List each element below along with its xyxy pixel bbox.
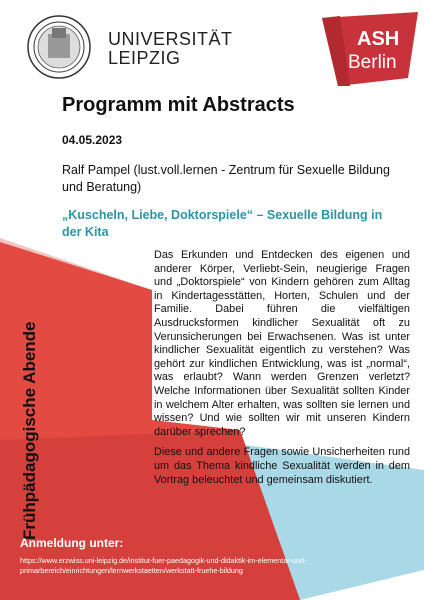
abstract-paragraph-1: Das Erkunden und Entdecken des eigenen und anderer Körper, Verliebt-Sein, neugierige Fragen und „Doktorspiele“ von Kindern gehören zum Alltag in Kindertagesstätten, Horten, Schulen und der Familie. Dabei führen die vielfältigen Ausdrucksformen kindlicher Sexualität oft zu Verunsicherungen bei Erwachsenen. Was ist unter kindlicher Sexualität eigentlich zu verstehen? Was gehört zur kindlichen Entwicklung, was ist „normal“, was erlaubt? Wann werden Grenzen verletzt? Welche Informationen über Sexualität sollten Kinder in welchem Alter erhalten, was sollten sie lernen und wissen? Und wie sollten wir mit unseren Kindern darüber sprechen? xyxy=(154,249,410,438)
talk-title: „Kuscheln, Liebe, Doktorspiele“ – Sexuelle Bildung in der Kita xyxy=(62,208,383,239)
university-name xyxy=(108,30,233,68)
page-title: Programm mit Abstracts xyxy=(62,94,295,116)
registration-url[interactable]: https://www.erzwiss.uni-leipzig.de/institut-fuer-paedagogik-und-didaktik-im-elementar-und-primarbereich/einrichtungen/lernwerkstaetten/werkstatt-fruehe-bildung xyxy=(20,556,307,575)
ash-logo-text: ASH xyxy=(357,28,400,50)
university-line2: LEIPZIG xyxy=(108,48,181,68)
university-seal-icon xyxy=(26,14,92,80)
event-date: 04.05.2023 xyxy=(62,133,123,147)
speaker-info: Ralf Pampel (lust.voll.lernen - Zentrum für Sexuelle Bildung und Beratung) xyxy=(62,163,390,194)
berlin-logo-text: Berlin xyxy=(348,52,397,73)
university-line1: UNIVERSITÄT xyxy=(108,29,233,49)
abstract-text xyxy=(154,249,410,494)
registration-label: Anmeldung unter: xyxy=(20,536,124,550)
abstract-paragraph-2: Diese und andere Fragen sowie Unsicherheiten rund um das Thema kindliche Sexualität werden in dem Vortrag beleuchtet und gemeinsam diskutiert. xyxy=(154,446,410,486)
series-label: Frühpädagogische Abende xyxy=(20,321,39,540)
